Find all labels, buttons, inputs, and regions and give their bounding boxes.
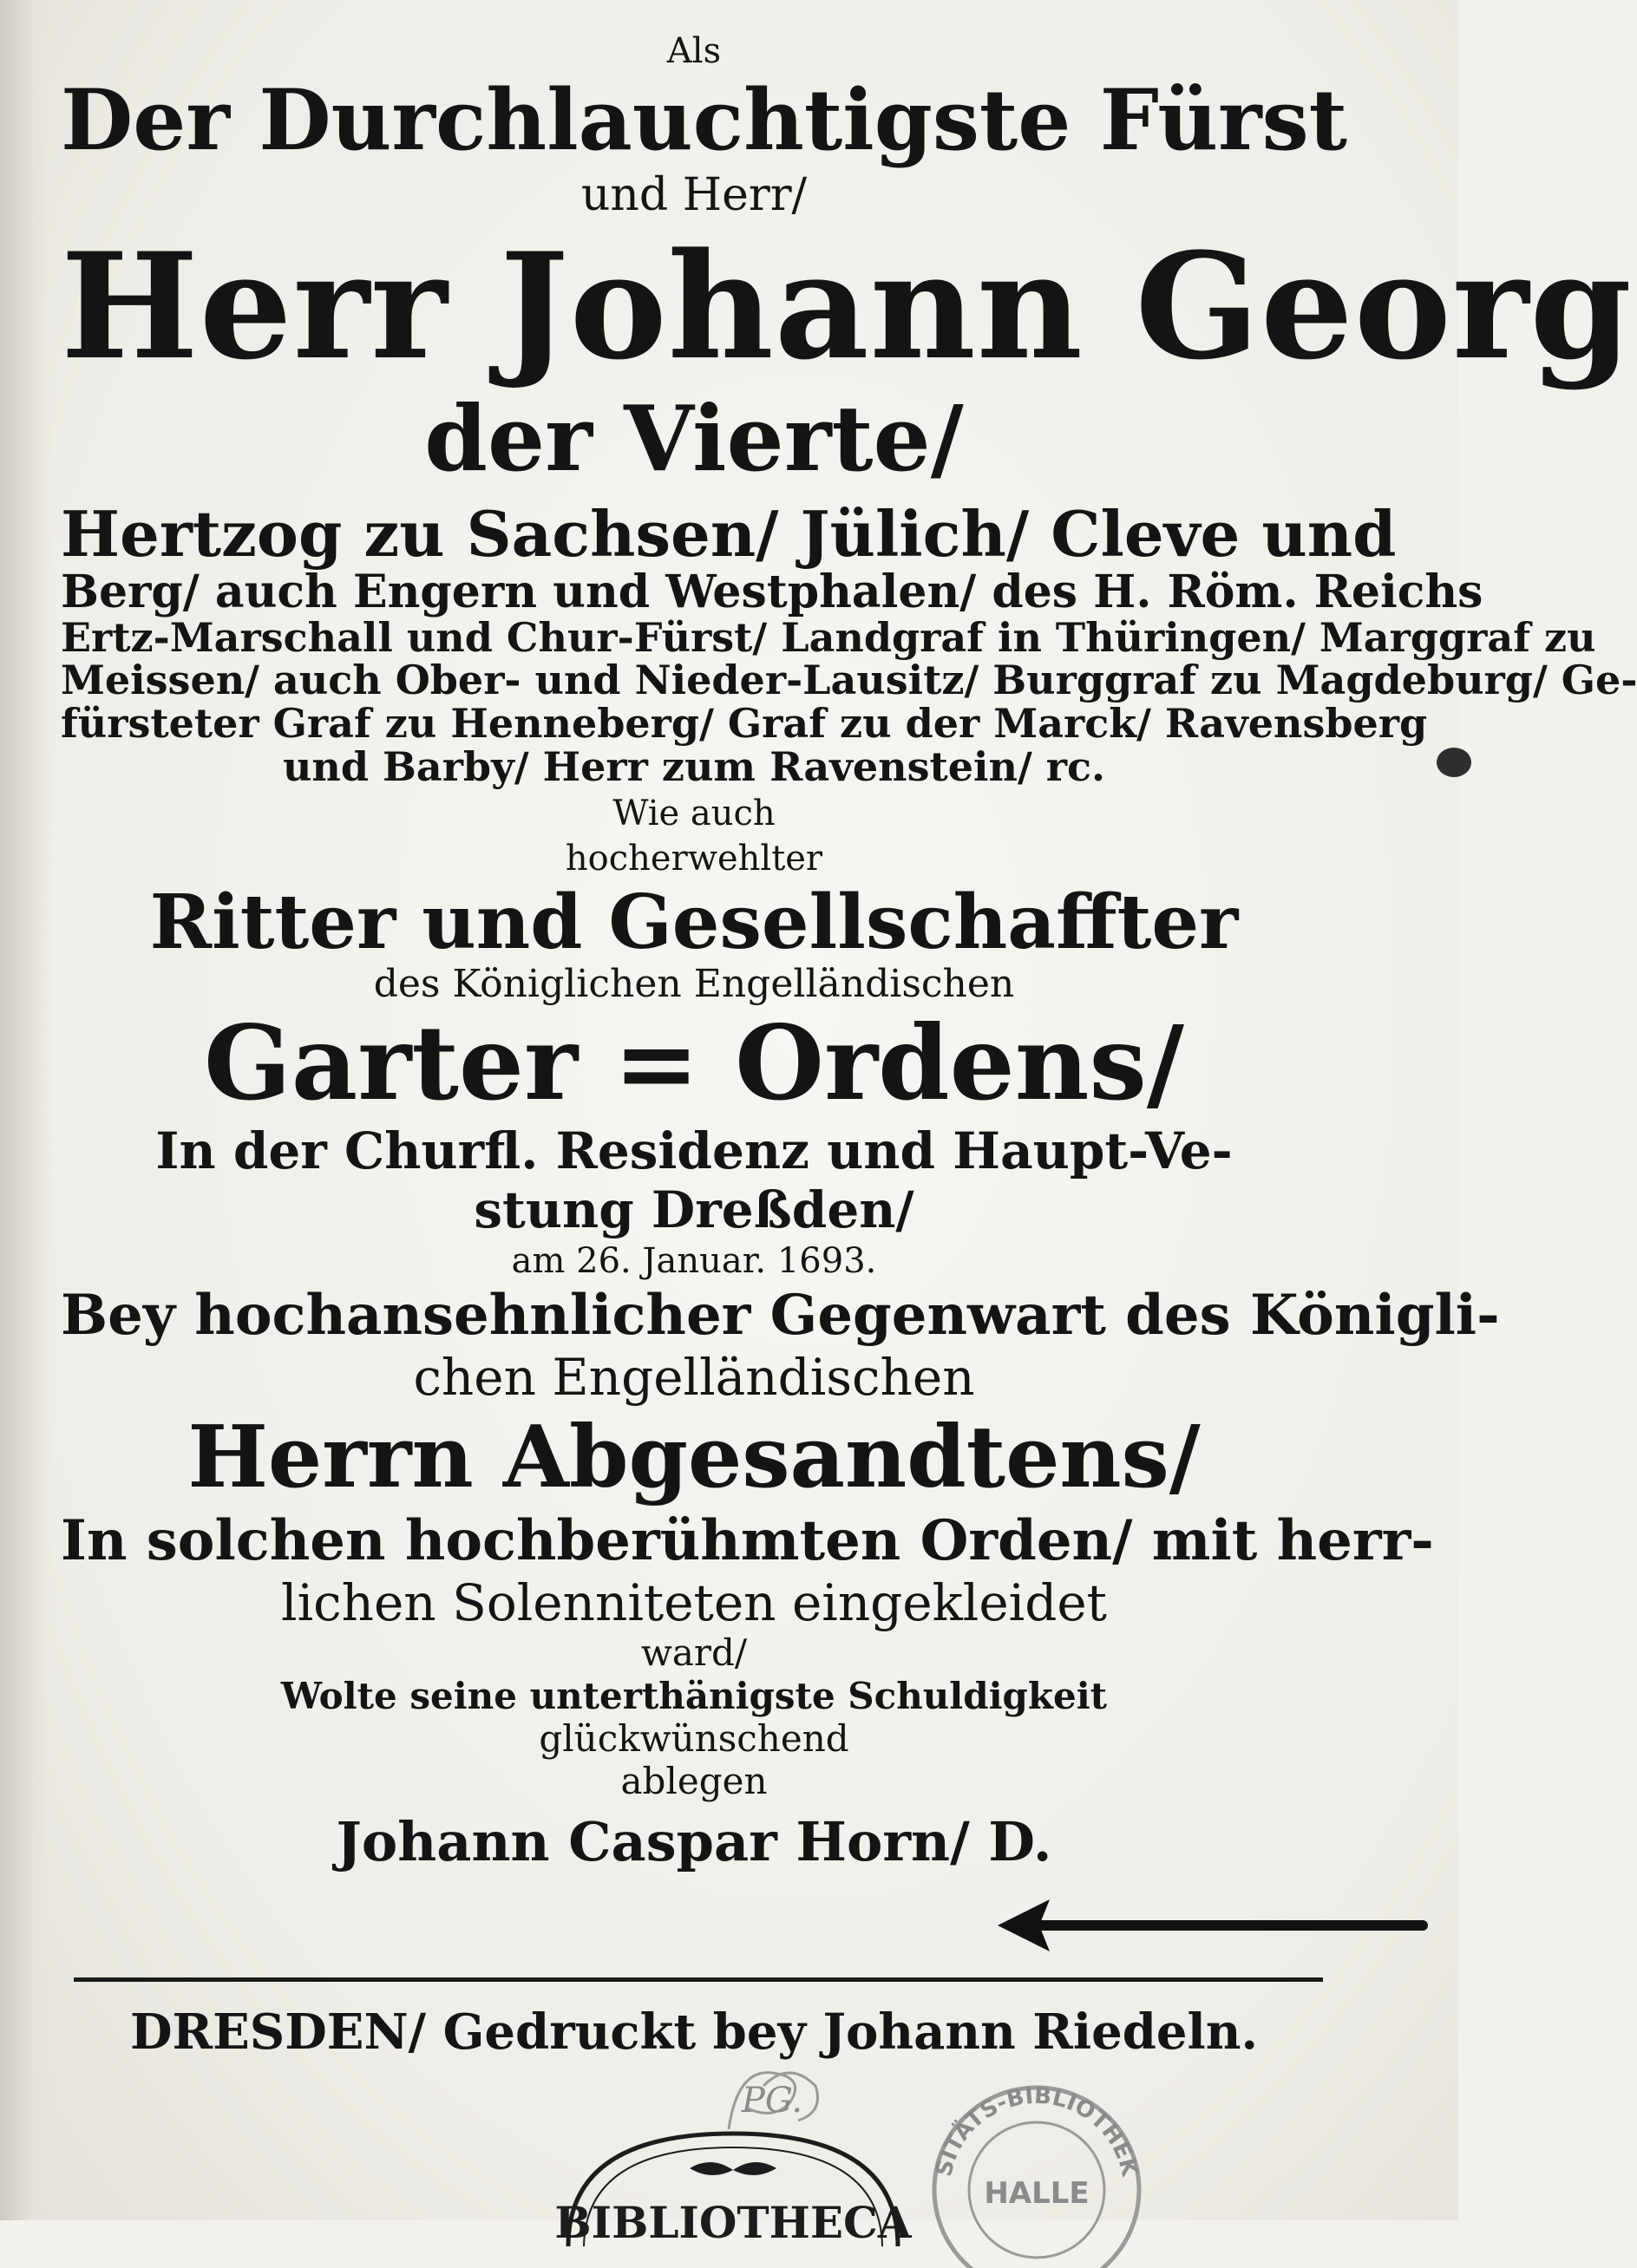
- line-stung: stung Dreßden/: [474, 1180, 914, 1240]
- halle-center-text: HALLE: [984, 2176, 1090, 2211]
- line-ertz: Ertz-Marschall und Chur-Fürst/ Landgraf in Thüringen/ Marggraf zu: [61, 613, 1596, 661]
- line-vierte: der Vierte/: [424, 385, 964, 493]
- line-glueck: glückwünschend: [539, 1717, 849, 1761]
- line-ritter: Ritter und Gesellschaffter: [149, 878, 1239, 966]
- line-lichen: lichen Solenniteten eingekleidet: [281, 1572, 1107, 1632]
- line-titles: Hertzog zu Sachsen/ Jülich/ Cleve und: [61, 496, 1397, 571]
- line-author: Johann Caspar Horn/ D.: [336, 1809, 1052, 1873]
- pointer-arrow-icon: [998, 1895, 1431, 1956]
- line-koeniglichen: des Königlichen Engelländischen: [373, 961, 1015, 1006]
- line-bey: Bey hochansehnlicher Gegenwart des Königli-: [61, 1283, 1500, 1348]
- imprint-line: DRESDEN/ Gedruckt bey Johann Riedeln.: [129, 2003, 1258, 2061]
- line-abgesandtens: Herrn Abgesandtens/: [187, 1407, 1201, 1507]
- line-garter: Garter = Ordens/: [203, 1003, 1185, 1124]
- line-ablegen: ablegen: [620, 1760, 768, 1803]
- line-als: Als: [666, 31, 722, 71]
- line-ward: ward/: [640, 1631, 748, 1675]
- halle-ring-text: SITÄTS-BIBLIOTHEK: [931, 2082, 1143, 2180]
- halle-library-stamp: [915, 2077, 1158, 2268]
- binding-gutter: [0, 0, 52, 2220]
- line-und-herr: und Herr/: [580, 168, 808, 221]
- monogram-text: PG.: [741, 2081, 803, 2121]
- line-meissen: Meissen/ auch Ober- und Nieder-Lausitz/ Burggraf zu Magdeburg/ Ge-: [61, 657, 1637, 704]
- line-residenz: In der Churfl. Residenz und Haupt-Ve-: [155, 1121, 1233, 1180]
- line-fuerst: Der Durchlauchtigste Fürst: [61, 71, 1347, 170]
- line-date: am 26. Januar. 1693.: [511, 1240, 877, 1281]
- divider-rule: [74, 1977, 1323, 1982]
- line-chen: chen Engelländischen: [413, 1348, 975, 1408]
- line-name: Herr Johann Georg: [61, 220, 1633, 393]
- line-solchen: In solchen hochberühmten Orden/ mit herr-: [61, 1507, 1434, 1573]
- paper-hole: [1437, 748, 1471, 777]
- line-hocherwehlter: hocherwehlter: [565, 838, 823, 879]
- line-berg: Berg/ auch Engern und Westphalen/ des H. Röm. Reichs: [61, 565, 1483, 618]
- line-wie-auch: Wie auch: [612, 794, 776, 834]
- line-wolte: Wolte seine unterthänigste Schuldigkeit: [280, 1674, 1108, 1717]
- bibliotheca-text: BIBLIOTHECA: [554, 2197, 912, 2248]
- bibliotheca-stamp: [554, 2116, 912, 2255]
- title-text-block: [61, 26, 1637, 1873]
- line-gefuerst: fürsteter Graf zu Henneberg/ Graf zu der Marck/ Ravensberg: [61, 700, 1428, 748]
- line-barby: und Barby/ Herr zum Ravenstein/ rc.: [282, 742, 1106, 790]
